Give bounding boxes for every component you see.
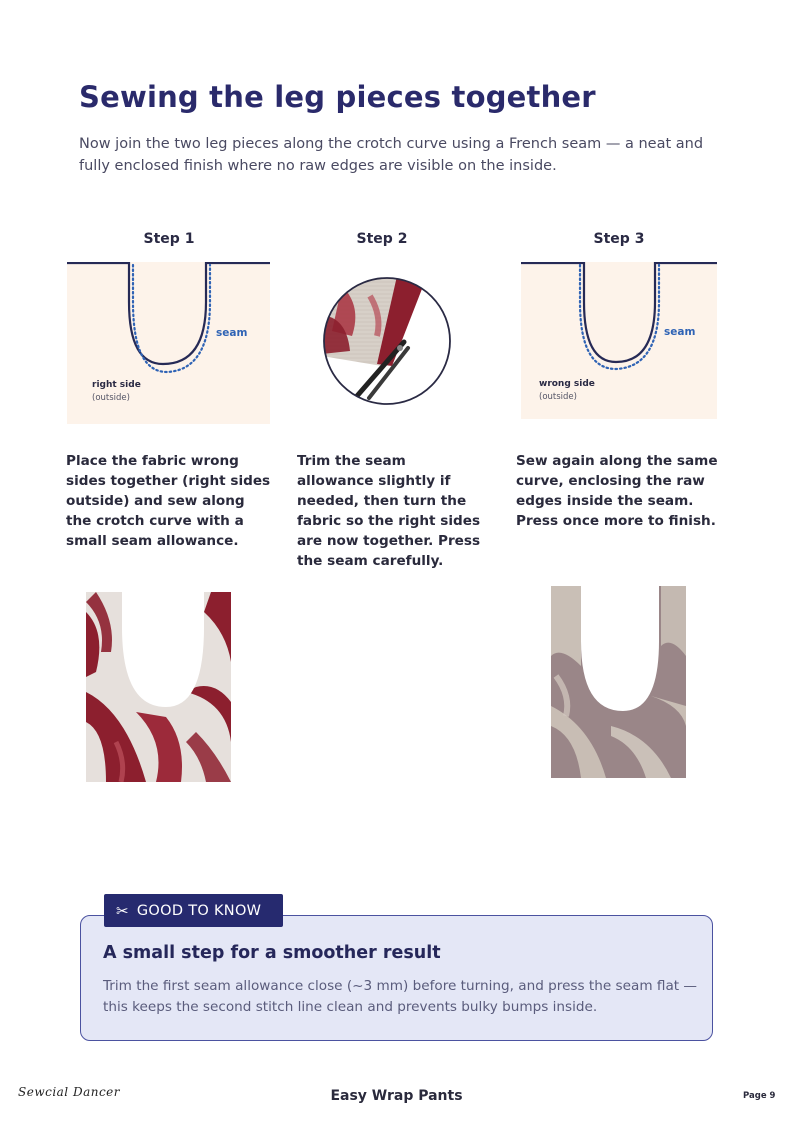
seam-label: seam (216, 327, 248, 339)
note-title: A small step for a smoother result (103, 943, 441, 963)
side-sublabel: (outside) (539, 392, 577, 402)
scissors-icon: ✂ (116, 901, 129, 920)
step-3-label: Step 3 (593, 231, 645, 247)
fabric-photo-step-1 (86, 592, 231, 782)
side-sublabel: (outside) (92, 393, 130, 403)
seam-label: seam (664, 326, 696, 338)
step-1-description: Place the fabric wrong sides together (right sides outside) and sew along the crotch curve with a small seam allowance. (66, 453, 271, 549)
brand-logo: Sewcial Dancer (18, 1085, 121, 1099)
crotch-curve-diagram (67, 262, 270, 424)
fabric-photo-step-3 (551, 586, 686, 778)
side-label: right side (92, 380, 141, 390)
good-to-know-label: GOOD TO KNOW (136, 902, 262, 919)
step-3-diagram (521, 262, 717, 419)
step-3-description: Sew again along the same curve, enclosing the raw edges inside the seam. Press once more to finish. (516, 453, 718, 529)
step-2-description: Trim the seam allowance slightly if needed, then turn the fabric so the right sides are now together. Press the seam carefully. (297, 453, 481, 569)
crotch-curve-diagram (521, 262, 717, 419)
step-2-label: Step 2 (356, 231, 408, 247)
step-1-diagram (67, 262, 270, 424)
side-label: wrong side (539, 379, 595, 389)
footer-document-title: Easy Wrap Pants (330, 1088, 463, 1104)
note-text: Trim the first seam allowance close (~3 mm) before turning, and press the seam flat — this keeps the second stitch line clean and prevents bulky bumps inside. (103, 978, 698, 1015)
page-number: Page 9 (743, 1091, 776, 1101)
page-title: Sewing the leg pieces together (79, 80, 596, 114)
step-1-label: Step 1 (143, 231, 195, 247)
intro-paragraph: Now join the two leg pieces along the crotch curve using a French seam — a neat and fully enclosed finish where no raw edges are visible on the inside. (79, 136, 704, 174)
step-2-trim-illustration (322, 276, 452, 406)
good-to-know-tag (104, 894, 283, 927)
